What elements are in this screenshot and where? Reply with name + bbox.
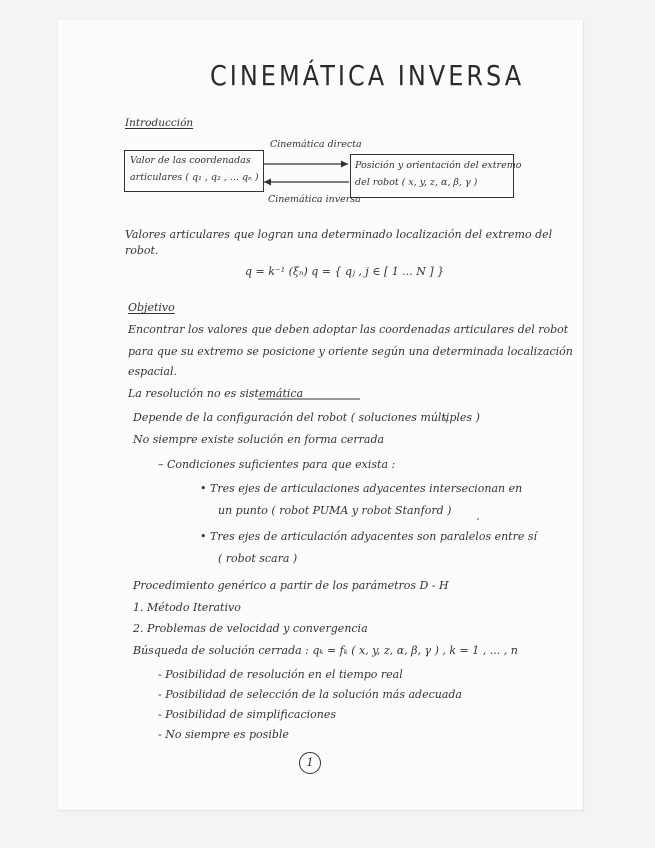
procedure-bullet-4: - No siempre es posible	[158, 728, 289, 741]
inverse-arrow-head	[264, 179, 271, 186]
objective-line-2: para que su extremo se posicione y oriente según una determinada localización	[128, 345, 573, 358]
intro-paragraph-line-2: robot.	[125, 244, 159, 257]
procedure-bullet-3: - Posibilidad de simplificaciones	[158, 708, 337, 721]
objective-heading: Objetivo	[128, 301, 175, 314]
objective-line-1: Encontrar los valores que deben adoptar las coordenadas articulares del robot	[128, 323, 569, 336]
closed-form-search: Búsqueda de solución cerrada : qₖ = fₖ ( x, y, z, α, β, γ ) , k = 1 , ... , n	[133, 644, 518, 657]
intro-paragraph-line-1: Valores articulares que logran una determinado localización del extremo del	[125, 228, 553, 241]
procedure-item-2: 2. Problemas de velocidad y convergencia	[133, 622, 368, 635]
resolution-line-2: Depende de la configuración del robot ( soluciones múltiples )	[133, 411, 480, 424]
page-number: 1	[299, 752, 321, 774]
page-title: CINEMÁTICA INVERSA	[210, 59, 525, 93]
condition-bullet-1b: un punto ( robot PUMA y robot Stanford )	[218, 504, 452, 517]
intro-heading: Introducción	[125, 117, 194, 129]
inverse-kinematics-label: Cinemática inversa	[268, 194, 361, 205]
inverse-kinematics-formula: q = k⁻¹ (ξₙ) q = { qⱼ , j ∈ [ 1 ... N ] }	[245, 265, 445, 278]
forward-kinematics-label: Cinemática directa	[270, 139, 362, 150]
forward-arrow-head	[341, 161, 348, 168]
resolution-line-4: – Condiciones suficientes para que exista :	[158, 458, 396, 471]
resolution-line-3: No siempre existe solución en forma cerrada	[133, 433, 385, 446]
procedure-bullet-1: - Posibilidad de resolución en el tiempo real	[158, 668, 403, 681]
left-box-line-2: articulares ( q₁ , q₂ , ... qₙ )	[130, 172, 259, 183]
left-box-line-1: Valor de las coordenadas	[130, 155, 251, 166]
procedure-line-1: Procedimiento genérico a partir de los parámetros D - H	[133, 579, 449, 592]
objective-line-3: espacial.	[128, 365, 178, 378]
condition-bullet-1a: • Tres ejes de articulaciones adyacentes intersecionan en	[200, 482, 523, 495]
resolution-prefix: La resolución	[128, 387, 204, 400]
condition-bullet-2a: • Tres ejes de articulación adyacentes son paralelos entre sí	[200, 530, 538, 543]
procedure-item-1: 1. Método Iterativo	[133, 601, 241, 614]
resolution-underlined: no es sistemática	[206, 387, 304, 400]
resolution-line-1	[128, 387, 303, 400]
stray-dot	[477, 518, 479, 520]
right-box-line-2: del robot ( x, y, z, α, β, γ )	[355, 177, 478, 188]
condition-bullet-2b: ( robot scara )	[218, 552, 298, 565]
procedure-bullet-2: - Posibilidad de selección de la solución más adecuada	[158, 688, 462, 701]
right-box-line-1: Posición y orientación del extremo	[355, 160, 522, 171]
